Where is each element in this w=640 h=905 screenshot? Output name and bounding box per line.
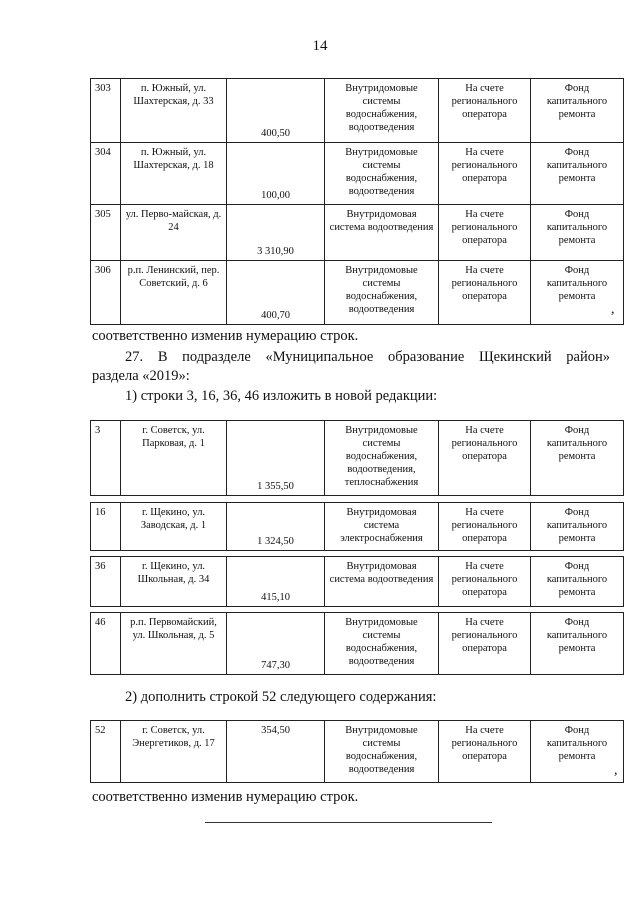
- row-cost: 1 355,50: [227, 421, 325, 496]
- row-owner: Фонд капитального ремонта: [531, 557, 624, 607]
- row-systems: Внутридомовые системы водоснабжения, водоотведения: [325, 613, 439, 675]
- row-number: 36: [91, 557, 121, 607]
- row-cost: 400,70: [227, 261, 325, 325]
- row-address: ул. Перво-майская, д. 24: [121, 205, 227, 261]
- table-row: [91, 261, 624, 325]
- row-number: 305: [91, 205, 121, 261]
- row-systems: Внутридомовая система водоотведения: [325, 557, 439, 607]
- row-16-table: [90, 502, 624, 551]
- table-row: [91, 205, 624, 261]
- row-address: п. Южный, ул. Шахтерская, д. 33: [121, 79, 227, 143]
- table-row: [91, 421, 624, 496]
- row-address: п. Южный, ул. Шахтерская, д. 18: [121, 143, 227, 205]
- row-cost: 3 310,90: [227, 205, 325, 261]
- row-cost: 1 324,50: [227, 503, 325, 551]
- row-number: 3: [91, 421, 121, 496]
- row-funding: На счете регионального оператора: [439, 261, 531, 325]
- table-row: [91, 143, 624, 205]
- row-address: г. Щекино, ул. Заводская, д. 1: [121, 503, 227, 551]
- item-27-heading: 27. В подразделе «Муниципальное образование Щекинский район»: [125, 349, 610, 365]
- table-row: [91, 503, 624, 551]
- row-cost: 400,50: [227, 79, 325, 143]
- row-systems: Внутридомовые системы водоснабжения, водоотведения: [325, 79, 439, 143]
- subitem-2-text: 2) дополнить строкой 52 следующего содержания:: [125, 689, 437, 705]
- row-number: 306: [91, 261, 121, 325]
- row-owner: Фонд капитального ремонта: [531, 721, 624, 783]
- subitem-1-text: 1) строки 3, 16, 36, 46 изложить в новой редакции:: [125, 388, 438, 404]
- row-cost: 354,50: [227, 721, 325, 783]
- table-row: [91, 79, 624, 143]
- row-funding: На счете регионального оператора: [439, 421, 531, 496]
- row-systems: Внутридомовая система электроснабжения: [325, 503, 439, 551]
- row-address: г. Щекино, ул. Школьная, д. 34: [121, 557, 227, 607]
- end-rule: [205, 822, 492, 823]
- row-systems: Внутридомовые системы водоснабжения, водоотведения, теплоснабжения: [325, 421, 439, 496]
- row-systems: Внутридомовые системы водоснабжения, водоотведения: [325, 261, 439, 325]
- row-systems: Внутридомовые системы водоснабжения, водоотведения: [325, 721, 439, 783]
- table-row: [91, 613, 624, 675]
- row-funding: На счете регионального оператора: [439, 503, 531, 551]
- renumber-note: соответственно изменив нумерацию строк.: [92, 789, 359, 805]
- row-funding: На счете регионального оператора: [439, 613, 531, 675]
- row-owner: Фонд капитального ремонта: [531, 143, 624, 205]
- row-funding: На счете регионального оператора: [439, 557, 531, 607]
- row-owner: Фонд капитального ремонта: [531, 613, 624, 675]
- row-number: 304: [91, 143, 121, 205]
- row-46-table: [90, 612, 624, 675]
- trailing-comma: ,: [611, 302, 615, 317]
- row-address: г. Советск, ул. Парковая, д. 1: [121, 421, 227, 496]
- row-number: 46: [91, 613, 121, 675]
- row-funding: На счете регионального оператора: [439, 143, 531, 205]
- row-cost: 747,30: [227, 613, 325, 675]
- row-address: г. Советск, ул. Энергетиков, д. 17: [121, 721, 227, 783]
- row-number: 52: [91, 721, 121, 783]
- continuation-table: [90, 78, 624, 325]
- row-address: р.п. Ленинский, пер. Советский, д. 6: [121, 261, 227, 325]
- row-systems: Внутридомовая система водоотведения: [325, 205, 439, 261]
- table-row: [91, 721, 624, 783]
- row-owner: Фонд капитального ремонта: [531, 261, 624, 325]
- row-funding: На счете регионального оператора: [439, 205, 531, 261]
- row-owner: Фонд капитального ремонта: [531, 421, 624, 496]
- table-row: [91, 557, 624, 607]
- row-systems: Внутридомовые системы водоснабжения, водоотведения: [325, 143, 439, 205]
- row-owner: Фонд капитального ремонта: [531, 79, 624, 143]
- row-36-table: [90, 556, 624, 607]
- row-address: р.п. Первомайский, ул. Школьная, д. 5: [121, 613, 227, 675]
- row-number: 303: [91, 79, 121, 143]
- item-27-section: раздела «2019»:: [92, 368, 190, 384]
- row-number: 16: [91, 503, 121, 551]
- row-owner: Фонд капитального ремонта: [531, 503, 624, 551]
- row-funding: На счете регионального оператора: [439, 721, 531, 783]
- row-cost: 100,00: [227, 143, 325, 205]
- row-52-table: [90, 720, 624, 783]
- row-3-table: [90, 420, 624, 496]
- renumber-note: соответственно изменив нумерацию строк.: [92, 328, 359, 344]
- row-cost: 415,10: [227, 557, 325, 607]
- trailing-comma: ,: [614, 763, 618, 778]
- page-number: 14: [312, 38, 328, 54]
- row-owner: Фонд капитального ремонта: [531, 205, 624, 261]
- row-funding: На счете регионального оператора: [439, 79, 531, 143]
